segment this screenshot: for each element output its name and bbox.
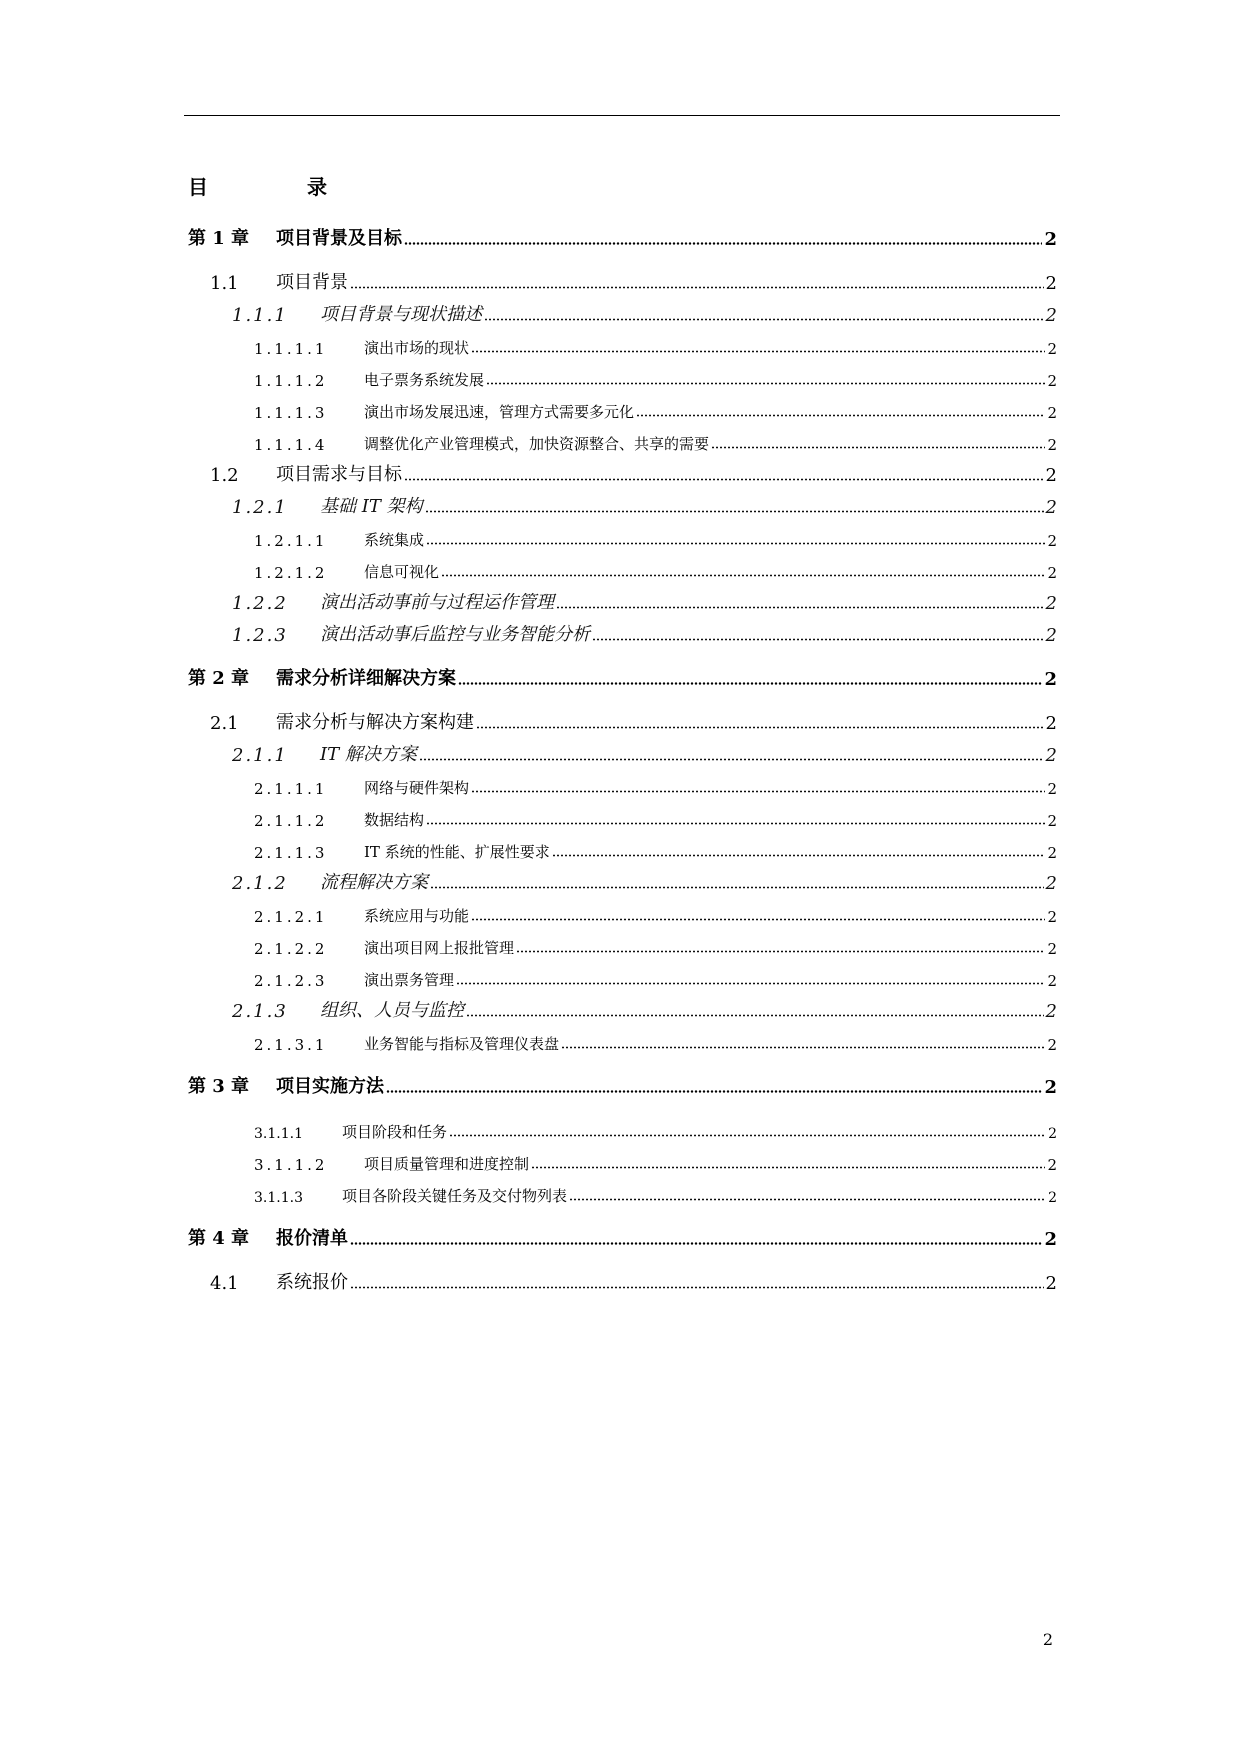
toc-entry-page: 2	[1048, 1126, 1057, 1142]
toc-entry-title: 演出活动事后监控与业务智能分析	[320, 624, 590, 645]
toc-entry-page: 2	[1047, 1156, 1057, 1174]
toc-dot-leader	[458, 681, 1042, 686]
toc-entry-number: 1.1.1.3	[254, 404, 328, 422]
toc-entry-page: 2	[1045, 1001, 1057, 1022]
toc-entry[interactable]	[254, 430, 1057, 454]
toc-dot-leader	[561, 1045, 1045, 1050]
toc-dot-leader	[556, 605, 1044, 610]
toc-entry-number: 2.1.2.1	[254, 908, 328, 926]
toc-entry-title: 基础 IT 架构	[320, 496, 423, 517]
page-number: 2	[1042, 1630, 1053, 1649]
toc-title: 目 录	[188, 175, 373, 199]
toc-dot-leader	[449, 1133, 1046, 1138]
toc-entry-title: 演出活动事前与过程运作管理	[320, 592, 554, 613]
toc-entry[interactable]	[210, 1270, 1057, 1294]
toc-entry-title: 电子票务系统发展	[364, 371, 485, 389]
toc-entry-page: 2	[1047, 908, 1057, 926]
toc-entry-number: 1.2	[210, 465, 239, 486]
toc-entry-number: 2.1.2.3	[254, 972, 328, 990]
toc-entry-number: 2.1	[210, 713, 239, 734]
toc-entry[interactable]	[254, 526, 1057, 550]
toc-dot-leader	[516, 949, 1045, 954]
toc-entry[interactable]	[188, 1226, 1057, 1250]
toc-entry-number: 3.1.1.3	[254, 1190, 303, 1206]
toc-entry-title: 流程解决方案	[320, 872, 428, 893]
toc-entry-page: 2	[1045, 873, 1057, 894]
toc-entry-page: 2	[1047, 404, 1057, 422]
toc-dot-leader	[484, 317, 1044, 322]
toc-entry-number: 2.1.3	[232, 1001, 288, 1022]
toc-entry-number: 2.1.1	[232, 745, 288, 766]
toc-entry-title: 系统应用与功能	[364, 907, 470, 925]
toc-entry-page: 2	[1047, 844, 1057, 862]
toc-entry-number: 3.1.1.1	[254, 1126, 303, 1142]
toc-dot-leader	[350, 1241, 1042, 1246]
toc-dot-leader	[404, 477, 1044, 482]
toc-entry-title: 信息可视化	[364, 563, 440, 581]
toc-dot-leader	[471, 789, 1045, 794]
toc-dot-leader	[466, 1013, 1044, 1018]
toc-dot-leader	[471, 917, 1045, 922]
toc-dot-leader	[425, 509, 1044, 514]
toc-entry-number: 1.1.1.1	[254, 340, 328, 358]
toc-entry[interactable]	[232, 622, 1057, 646]
toc-entry[interactable]	[254, 558, 1057, 582]
toc-entry[interactable]	[254, 838, 1057, 862]
toc-entry-page: 2	[1045, 273, 1057, 294]
toc-entry[interactable]	[188, 226, 1057, 250]
toc-entry[interactable]	[232, 742, 1057, 766]
toc-entry[interactable]	[254, 334, 1057, 358]
toc-entry-number: 2.1.1.3	[254, 844, 328, 862]
toc-entry-page: 2	[1047, 780, 1057, 798]
toc-entry-title: 项目阶段和任务	[342, 1123, 448, 1141]
toc-entry[interactable]	[254, 1118, 1057, 1142]
toc-dot-leader	[441, 573, 1045, 578]
toc-entry[interactable]	[210, 270, 1057, 294]
toc-dot-leader	[486, 381, 1045, 386]
toc-entry-number: 1.1.1	[232, 305, 288, 326]
toc-dot-leader	[350, 285, 1044, 290]
toc-entry-title: 网络与硬件架构	[364, 779, 470, 797]
toc-dot-leader	[430, 885, 1044, 890]
toc-entry-title: 项目背景及目标	[276, 228, 402, 249]
toc-entry-title: IT 系统的性能、扩展性要求	[364, 843, 550, 861]
toc-entry-title: 演出市场的现状	[364, 339, 470, 357]
toc-entry[interactable]	[188, 666, 1057, 690]
toc-entry-title: 项目各阶段关键任务及交付物列表	[342, 1187, 568, 1205]
toc-dot-leader	[404, 241, 1042, 246]
toc-dot-leader	[426, 821, 1045, 826]
toc-entry[interactable]	[254, 366, 1057, 390]
toc-entry-number: 1.2.2	[232, 593, 288, 614]
toc-entry-page: 2	[1044, 1229, 1057, 1250]
toc-entry[interactable]	[254, 806, 1057, 830]
toc-entry-title: 项目质量管理和进度控制	[364, 1155, 530, 1173]
toc-entry-number: 1.2.1.2	[254, 564, 328, 582]
toc-entry-number: 3.1.1.2	[254, 1156, 328, 1174]
toc-entry-title: 业务智能与指标及管理仪表盘	[364, 1035, 560, 1053]
toc-entry-title: 项目实施方法	[276, 1076, 384, 1097]
toc-entry[interactable]	[232, 590, 1057, 614]
toc-entry-number: 2.1.2	[232, 873, 288, 894]
toc-entry-title: 项目背景与现状描述	[320, 304, 482, 325]
toc-entry-title: 数据结构	[364, 811, 425, 829]
toc-entry[interactable]	[210, 710, 1057, 734]
toc-dot-leader	[636, 413, 1045, 418]
toc-dot-leader	[569, 1197, 1046, 1202]
toc-entry-page: 2	[1047, 532, 1057, 550]
toc-entry-page: 2	[1048, 1190, 1057, 1206]
toc-entry[interactable]	[232, 494, 1057, 518]
toc-dot-leader	[471, 349, 1045, 354]
toc-entry-number: 1.2.1	[232, 497, 288, 518]
toc-entry-page: 2	[1047, 940, 1057, 958]
toc-entry-number: 第 1 章	[188, 228, 250, 249]
toc-entry-page: 2	[1047, 372, 1057, 390]
toc-entry-number: 第 2 章	[188, 668, 250, 689]
toc-entry-number: 2.1.3.1	[254, 1036, 328, 1054]
toc-entry-page: 2	[1047, 436, 1057, 454]
toc-dot-leader	[592, 637, 1044, 642]
toc-entry-page: 2	[1045, 713, 1057, 734]
toc-entry[interactable]	[254, 1030, 1057, 1054]
toc-dot-leader	[426, 541, 1045, 546]
toc-dot-leader	[419, 757, 1044, 762]
toc-entry-title: 系统集成	[364, 531, 425, 549]
toc-entry-page: 2	[1047, 972, 1057, 990]
toc-entry-page: 2	[1045, 625, 1057, 646]
toc-entry-number: 1.1	[210, 273, 239, 294]
toc-entry-page: 2	[1047, 564, 1057, 582]
toc-dot-leader	[456, 981, 1045, 986]
toc-dot-leader	[531, 1165, 1045, 1170]
toc-entry[interactable]	[232, 870, 1057, 894]
toc-entry-page: 2	[1044, 669, 1057, 690]
toc-entry-page: 2	[1044, 229, 1057, 250]
toc-entry-page: 2	[1045, 745, 1057, 766]
toc-entry-number: 1.1.1.4	[254, 436, 328, 454]
toc-entry[interactable]	[254, 774, 1057, 798]
toc-entry-number: 2.1.1.2	[254, 812, 328, 830]
toc-entry-title: 需求分析详细解决方案	[276, 668, 456, 689]
toc-entry-page: 2	[1045, 497, 1057, 518]
toc-entry[interactable]	[254, 1182, 1057, 1206]
toc-entry[interactable]	[254, 902, 1057, 926]
toc-entry-number: 1.1.1.2	[254, 372, 328, 390]
toc-entry[interactable]	[232, 998, 1057, 1022]
toc-entry[interactable]	[254, 934, 1057, 958]
toc-entry-page: 2	[1047, 812, 1057, 830]
toc-entry[interactable]	[254, 966, 1057, 990]
toc-entry-number: 第 3 章	[188, 1076, 250, 1097]
toc-entry-page: 2	[1045, 593, 1057, 614]
toc-entry[interactable]	[210, 462, 1057, 486]
toc-entry-page: 2	[1045, 1273, 1057, 1294]
toc-entry-title: IT 解决方案	[320, 744, 417, 765]
toc-entry-title: 调整优化产业管理模式，加快资源整合、共享的需要	[364, 435, 710, 453]
toc-entry-title: 报价清单	[276, 1228, 348, 1249]
toc-entry-number: 第 4 章	[188, 1228, 250, 1249]
toc-dot-leader	[386, 1089, 1042, 1094]
toc-entry[interactable]	[254, 1150, 1057, 1174]
toc-entry-page: 2	[1047, 340, 1057, 358]
toc-dot-leader	[711, 445, 1045, 450]
toc-dot-leader	[350, 1285, 1044, 1290]
toc-entry-title: 系统报价	[276, 1272, 348, 1293]
toc-dot-leader	[552, 853, 1046, 858]
toc-entry-page: 2	[1045, 465, 1057, 486]
toc-entry-number: 2.1.1.1	[254, 780, 328, 798]
toc-entry-title: 需求分析与解决方案构建	[276, 712, 474, 733]
toc-entry-page: 2	[1044, 1077, 1057, 1098]
toc-entry-number: 4.1	[210, 1273, 239, 1294]
toc-entry-page: 2	[1047, 1036, 1057, 1054]
toc-entry-title: 演出市场发展迅速，管理方式需要多元化	[364, 403, 635, 421]
toc-entry[interactable]	[254, 398, 1057, 422]
toc-entry[interactable]	[232, 302, 1057, 326]
toc-entry-title: 项目需求与目标	[276, 464, 402, 485]
toc-entry-number: 1.2.3	[232, 625, 288, 646]
toc-entry-page: 2	[1045, 305, 1057, 326]
toc-entry[interactable]	[188, 1074, 1057, 1098]
toc-entry-title: 项目背景	[276, 272, 348, 293]
toc-entry-title: 演出项目网上报批管理	[364, 939, 515, 957]
toc-entry-title: 组织、人员与监控	[320, 1000, 464, 1021]
toc-entry-number: 2.1.2.2	[254, 940, 328, 958]
toc-entry-number: 1.2.1.1	[254, 532, 328, 550]
toc-dot-leader	[476, 725, 1044, 730]
toc-entry-title: 演出票务管理	[364, 971, 455, 989]
